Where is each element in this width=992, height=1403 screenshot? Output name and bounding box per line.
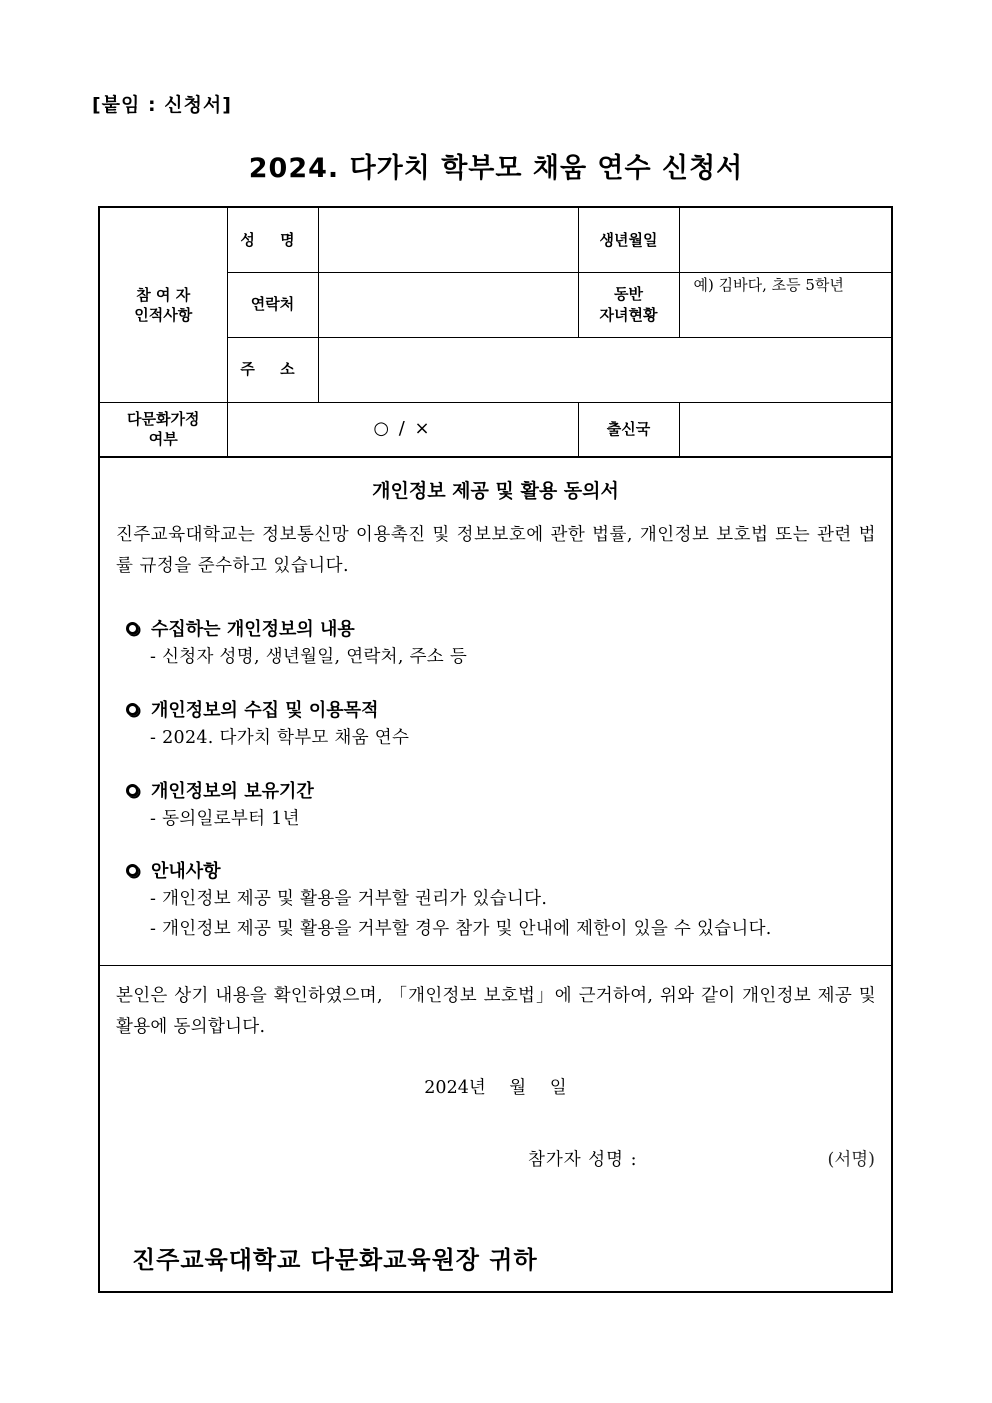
address-field[interactable] [318, 337, 891, 402]
contact-field[interactable] [318, 272, 578, 337]
bullet-circle-icon [126, 864, 139, 877]
country-of-origin-field[interactable] [679, 402, 891, 457]
participant-info-label: 참 여 자 인적사항 [100, 208, 227, 402]
agreement-date[interactable]: 2024년 월 일 [424, 1078, 567, 1098]
birth-date-label: 생년월일 [578, 208, 679, 272]
section-item: - 개인정보 제공 및 활용을 거부할 경우 참가 및 안내에 제한이 있을 수 있습니다. [150, 919, 772, 939]
section-heading: 안내사항 [151, 861, 221, 882]
agreement-statement: 본인은 상기 내용을 확인하였으며, 「개인정보 보호법」에 근거하여, 위와 같이 개인정보 제공 및 활용에 동의합니다. [116, 986, 876, 1037]
section-item: - 2024. 다가치 학부모 채움 연수 [150, 728, 410, 748]
consent-section-notice [126, 856, 876, 944]
signature-field[interactable]: (서명) [827, 1150, 875, 1170]
name-label: 성 명 [227, 208, 318, 272]
consent-section-collected-data [126, 614, 876, 672]
participant-info-table [100, 208, 891, 458]
child-status-label: 동반 자녀현황 [578, 272, 679, 337]
multicultural-family-options[interactable]: ○ / × [227, 402, 578, 457]
section-item: - 신청자 성명, 생년월일, 연락처, 주소 등 [150, 647, 468, 667]
consent-title: 개인정보 제공 및 활용 동의서 [372, 480, 619, 502]
application-form [98, 206, 893, 1293]
birth-date-field[interactable] [679, 208, 891, 272]
section-item: - 동의일로부터 1년 [150, 809, 300, 829]
address-label: 주 소 [227, 337, 318, 402]
consent-section-retention [126, 776, 876, 834]
recipient-line: 진주교육대학교 다문화교육원장 귀하 [132, 1246, 538, 1274]
multicultural-family-label: 다문화가정 여부 [100, 402, 227, 457]
section-item: - 개인정보 제공 및 활용을 거부할 권리가 있습니다. [150, 889, 548, 909]
bullet-circle-icon [126, 703, 139, 716]
section-heading: 개인정보의 보유기간 [151, 781, 314, 802]
name-field[interactable] [318, 208, 578, 272]
child-status-field[interactable]: 예) 김바다, 초등 5학년 [679, 272, 891, 337]
consent-section [100, 458, 891, 966]
signer-name-label: 참가자 성명 : [528, 1150, 638, 1170]
bullet-circle-icon [126, 622, 139, 635]
consent-intro: 진주교육대학교는 정보통신망 이용촉진 및 정보보호에 관한 법률, 개인정보 보호법 또는 관련 법률 규정을 준수하고 있습니다. [116, 525, 876, 576]
document-title: 2024. 다가치 학부모 채움 연수 신청서 [248, 153, 744, 184]
attachment-label: [붙임 : 신청서] [92, 94, 232, 116]
contact-label: 연락처 [227, 272, 318, 337]
section-heading: 수집하는 개인정보의 내용 [151, 619, 355, 640]
consent-section-purpose [126, 695, 876, 753]
bullet-circle-icon [126, 784, 139, 797]
country-of-origin-label: 출신국 [578, 402, 679, 457]
section-heading: 개인정보의 수집 및 이용목적 [151, 700, 379, 721]
